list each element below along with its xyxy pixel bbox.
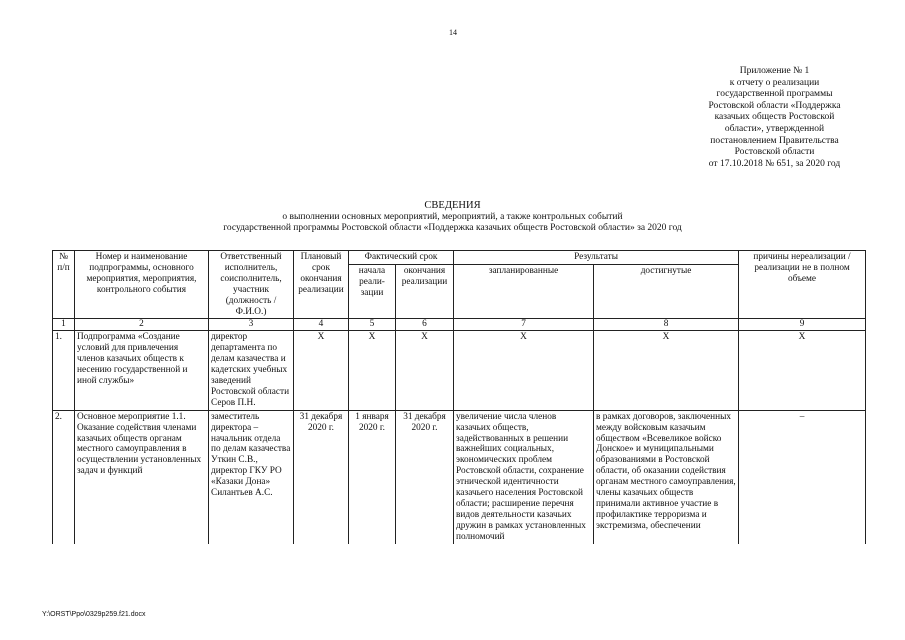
appendix-line: Ростовской области <box>734 147 815 158</box>
row-planned-deadline: 31 декабря 2020 г. <box>294 410 349 543</box>
report-table <box>52 250 866 544</box>
table-row <box>53 331 866 410</box>
row-planned-deadline: X <box>294 331 349 410</box>
file-path-footer: Y:\ORST\Ppo\0329p259.f21.docx <box>42 611 146 618</box>
document-subtitle-line-1: о выполнении основных мероприятий, мероприятий, а также контрольных событий <box>282 211 623 222</box>
row-reasons: – <box>739 410 866 543</box>
row-name: Основное мероприятие 1.1. Оказание содействия членами казачьих обществ органам местного самоуправления в осуществлении установленных задач и функций <box>75 410 209 543</box>
document-subtitle-line-2: государственной программы Ростовской области «Поддержка казачьих обществ Ростовской области» за 2020 год <box>223 223 682 233</box>
appendix-line: Ростовской области «Поддержка <box>708 100 841 111</box>
document-title: СВЕДЕНИЯ <box>424 200 481 211</box>
table-row <box>53 410 866 543</box>
column-number: 4 <box>294 319 349 331</box>
header-num: № п/п <box>53 251 75 319</box>
column-number: 5 <box>349 319 396 331</box>
document-heading <box>150 200 755 235</box>
row-responsible: директор департамента по делам казачества и кадетских учебных заведений Ростовской области Серов П.Н. <box>209 331 294 410</box>
row-responsible: заместитель директора – начальник отдела по делам казачества Уткин С.В., директор ГКУ РО «Казаки Дона» Силантьев А.С. <box>209 410 294 543</box>
column-number: 7 <box>454 319 594 331</box>
column-number: 3 <box>209 319 294 331</box>
row-planned-results: увеличение числа членов казачьих обществ, задействованных в решении важнейших социальных, экономических проблем Ростовской области, сохранение этнической идентичности казачьего населения Ростовской области; расширение перечня видов деятельности казачьих дружин в рамках установленных полномочий <box>454 410 594 543</box>
header-planned-deadline: Плановый срок окончания реализации <box>294 251 349 319</box>
row-achieved-results: в рамках договоров, заключенных между войсковым казачьим обществом «Всевеликое войско Донское» и муниципальными образованиями в Ростовской области, об оказании содействия органам местного самоуправления, члены казачьих обществ принимали активное участие в профилактике терроризма и экстремизма, обеспечении <box>594 410 739 543</box>
header-achieved-results: достигнутые <box>594 265 739 319</box>
row-planned-results: X <box>454 331 594 410</box>
header-responsible: Ответственный исполнитель, соисполнитель, участник (должность / Ф.И.О.) <box>209 251 294 319</box>
appendix-line: к отчету о реализации <box>729 77 820 88</box>
row-actual-end: 31 декабря 2020 г. <box>396 410 454 543</box>
column-number: 1 <box>53 319 75 331</box>
appendix-line: Приложение № 1 <box>739 66 810 76</box>
row-actual-start: X <box>349 331 396 410</box>
header-actual-end: окончания реализации <box>396 265 454 319</box>
appendix-line: государственной программы <box>716 89 833 100</box>
header-actual-group: Фактический срок <box>349 251 454 265</box>
row-actual-end: X <box>396 331 454 410</box>
row-name: Подпрограмма «Создание условий для привлечения членов казачьих обществ к несению государственной и иной службы» <box>75 331 209 410</box>
row-actual-start: 1 января 2020 г. <box>349 410 396 543</box>
appendix-block <box>692 66 857 170</box>
column-number-row <box>53 319 866 331</box>
appendix-line: казачьих обществ Ростовской <box>714 112 835 123</box>
appendix-line: от 17.10.2018 № 651, за 2020 год <box>708 158 841 169</box>
appendix-line: постановлением Правительства <box>710 135 839 146</box>
header-results-group: Результаты <box>454 251 739 265</box>
header-actual-start: начала реали-зации <box>349 265 396 319</box>
row-achieved-results: X <box>594 331 739 410</box>
column-number: 6 <box>396 319 454 331</box>
header-reasons: причины нереализации / реализации не в полном объеме <box>739 251 866 319</box>
column-number: 2 <box>75 319 209 331</box>
column-number: 9 <box>739 319 866 331</box>
table-header-row <box>53 251 866 265</box>
header-planned-results: запланированные <box>454 265 594 319</box>
page-number: 14 <box>449 28 457 37</box>
row-reasons: X <box>739 331 866 410</box>
row-num: 2. <box>53 410 75 543</box>
appendix-line: области», утвержденной <box>724 123 825 134</box>
header-name: Номер и наименование подпрограммы, основного мероприятия, мероприятия, контрольного события <box>75 251 209 319</box>
column-number: 8 <box>594 319 739 331</box>
row-num: 1. <box>53 331 75 410</box>
